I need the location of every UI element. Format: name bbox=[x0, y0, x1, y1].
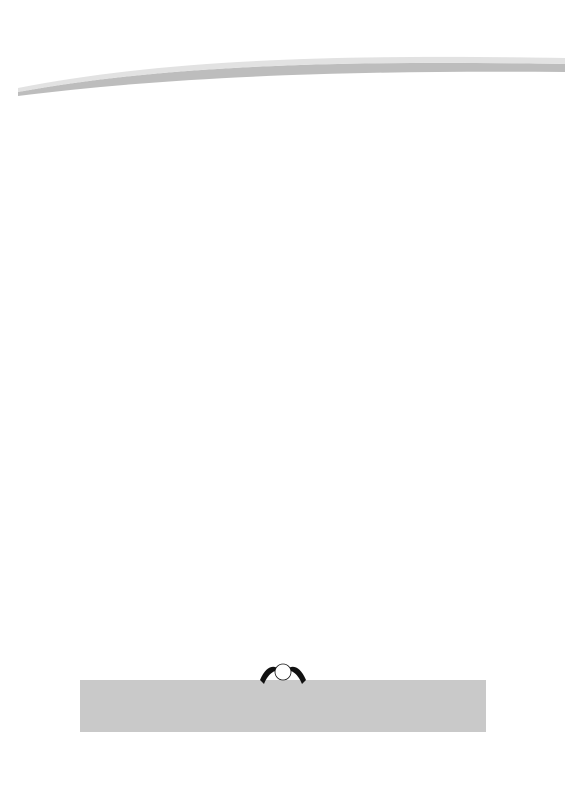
page-footer bbox=[80, 660, 486, 732]
header-swoosh-decoration bbox=[0, 0, 565, 125]
leaf-ornament-icon bbox=[258, 660, 308, 688]
main-content bbox=[80, 128, 485, 142]
